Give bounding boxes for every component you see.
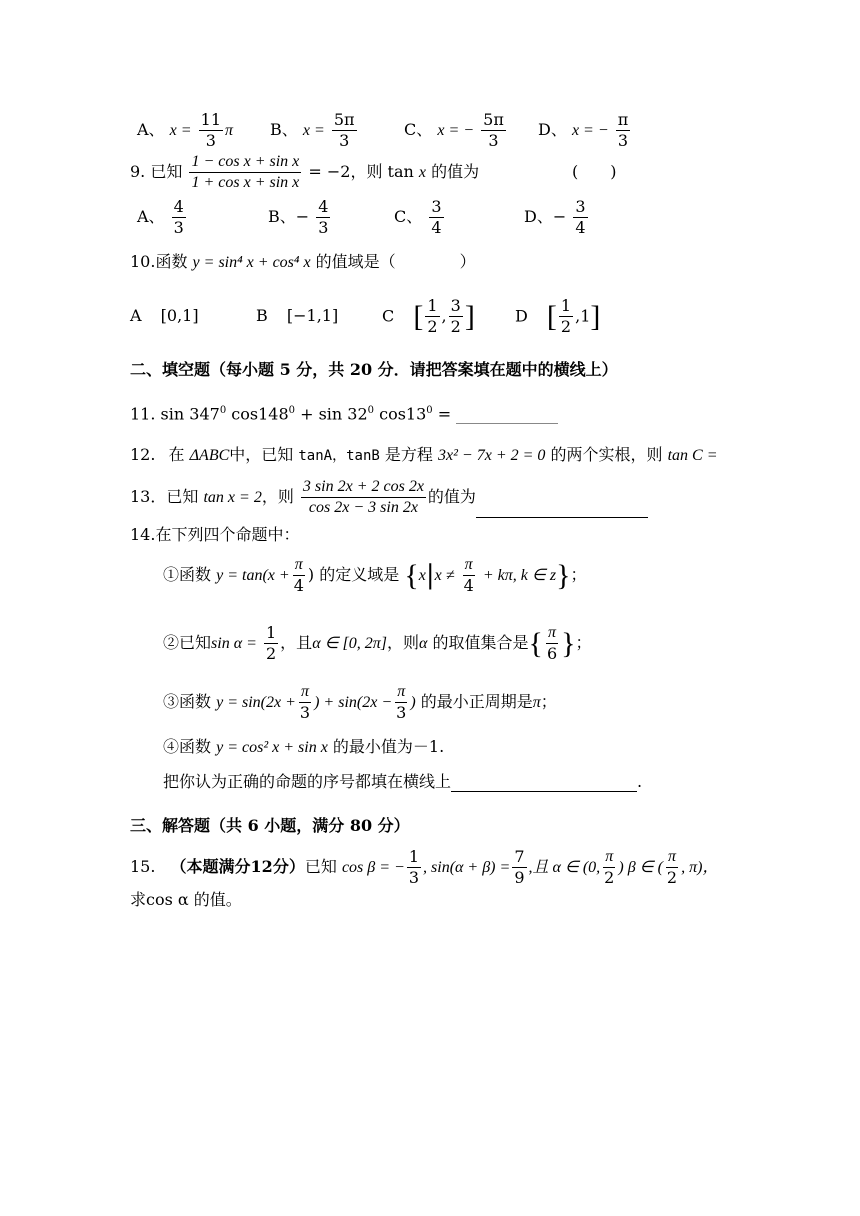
q14-p2-set-frac <box>545 623 559 664</box>
q13-answer-blank[interactable] <box>476 499 648 518</box>
q15-cond3: , π)， <box>681 859 719 876</box>
q14-p3-val: π <box>532 694 541 711</box>
q14-p2-rbrace: } <box>561 626 576 660</box>
q9-a-num: 4 <box>173 197 184 216</box>
q9-a-den: 3 <box>173 218 184 237</box>
q12-text1: 在 <box>168 445 185 464</box>
q9-b-label: B、 <box>268 207 296 226</box>
q9-var: x <box>418 164 427 181</box>
q14-p3-f3: ) <box>410 694 416 711</box>
q15-text1: 已知 <box>304 857 337 876</box>
q14-p2-frac <box>264 623 278 664</box>
q9-eq: = −2，则 <box>308 162 383 181</box>
q10-stem <box>130 252 476 273</box>
q9-d-frac <box>573 197 587 238</box>
q9-option-a <box>137 197 188 238</box>
q14-p1 <box>163 555 586 596</box>
q10-a-content: 0,1 <box>166 306 193 325</box>
q8-c-num: 5π <box>483 110 504 129</box>
q15-frac1 <box>407 847 421 888</box>
q15-den1: 3 <box>408 868 420 887</box>
q15-bold: （本题满分12分） <box>170 857 305 876</box>
q14-p1-set-a: x <box>418 567 426 584</box>
q8-c-label: C、 <box>404 120 433 139</box>
q15-cond2: ) β ∈ ( <box>618 859 663 876</box>
q11-answer-blank[interactable] <box>456 405 558 424</box>
q14-p4-tail: 的最小值为－1. <box>332 737 445 756</box>
q15-num4: π <box>666 847 678 868</box>
q14-p2-var: α <box>419 635 428 652</box>
q13-cond: tan x = 2 <box>203 489 262 506</box>
q14-p1-set-c: + kπ, k ∈ z <box>482 567 557 584</box>
q10-c-den2: 2 <box>450 317 461 336</box>
q8-c-lhs: x = − <box>437 122 475 139</box>
q14-fill-text: 把你认为正确的命题的序号都填在横线上 <box>163 772 452 791</box>
q15-line1 <box>130 847 718 888</box>
q14-p3-f1: y = sin(2x + <box>216 694 296 711</box>
q8-d-frac <box>616 110 631 151</box>
q14-p1-set-frac <box>462 555 476 596</box>
q10-option-c <box>382 296 475 337</box>
q9-a-frac <box>172 197 186 238</box>
q12-tail: tan C = <box>667 447 718 464</box>
q9-option-c <box>394 197 446 238</box>
q10-d-num1: 1 <box>560 296 572 315</box>
q14-p1-lead: ①函数 <box>163 565 212 584</box>
q14-p1-close: ) <box>307 565 315 584</box>
q14-p2 <box>163 623 592 664</box>
q10-d-den1: 2 <box>560 317 572 336</box>
q14-fill-end: . <box>637 772 643 791</box>
q13-den: cos 2x − 3 sin 2x <box>308 499 418 516</box>
q14-p2-end: ； <box>575 633 592 652</box>
q14-p1-set-num: π <box>463 555 475 576</box>
q14-p2-cond: α ∈ [0, 2π] <box>312 635 387 652</box>
q8-b-frac <box>332 110 357 151</box>
q10-text-before: 10.函数 <box>130 252 188 271</box>
q14-p1-bar: | <box>425 560 435 591</box>
q10-c-rbracket: ] <box>464 299 475 333</box>
q15-line2: 求cos α 的值。 <box>130 890 242 909</box>
q14-p2-func: sin α = <box>211 635 257 652</box>
q15-frac3 <box>602 847 616 888</box>
q11-sup2: 0 <box>288 405 295 416</box>
q15-num3: π <box>603 847 615 868</box>
q8-b-num: 5π <box>333 110 355 129</box>
q13-number: 13．已知 <box>130 487 199 506</box>
q8-d-den: 3 <box>617 131 629 150</box>
q8-a-label: A、 <box>137 120 165 139</box>
q14-p1-lbrace: { <box>404 558 419 592</box>
q10-b-label: B <box>256 306 268 325</box>
q14-p3-mid: 的最小正周期是 <box>420 692 533 711</box>
q15-den4: 2 <box>666 868 678 887</box>
q10-b-content: −1,1 <box>293 306 332 325</box>
q15-cos: cos β = − <box>341 859 405 876</box>
q8-b-den: 3 <box>339 131 350 150</box>
q12-text3: 是方程 <box>384 445 433 464</box>
q10-option-d <box>515 296 600 337</box>
q10-option-a <box>130 306 199 326</box>
q9-d-den: 4 <box>575 218 586 237</box>
q9-prefix: 已知 <box>150 162 183 181</box>
q10-b-lbracket: [ <box>286 306 294 325</box>
q13-suffix: 的值为 <box>427 487 476 506</box>
q14-p3-num1: π <box>299 682 311 703</box>
q8-option-b <box>270 110 359 151</box>
q14-p2-num: 1 <box>265 623 277 642</box>
q9-num: 1 − cos x + sin x <box>189 152 301 173</box>
q9-suffix: 的值为 <box>431 162 480 181</box>
q13-line <box>130 477 648 518</box>
q15-number: 15. <box>130 857 156 876</box>
q14-fill-line <box>163 772 642 792</box>
q8-a-lhs: x = <box>169 122 192 139</box>
q8-b-lhs: x = <box>302 122 325 139</box>
q9-b-sign: − <box>295 207 310 226</box>
q14-p3 <box>163 682 557 723</box>
q10-c-frac2 <box>449 296 463 337</box>
q9-c-frac <box>429 197 443 238</box>
q14-answer-blank[interactable] <box>451 773 637 792</box>
q12-tans: tanA，tanB <box>298 448 380 464</box>
q12-line <box>130 445 718 466</box>
q14-p1-num: π <box>293 555 305 576</box>
q8-option-d <box>538 110 632 151</box>
q10-d-rbracket: ] <box>590 299 601 333</box>
q14-p2-den: 2 <box>265 644 277 663</box>
q15-num1: 1 <box>408 847 420 866</box>
q14-p3-end: ； <box>540 692 557 711</box>
q8-option-a <box>137 110 233 151</box>
q14-p3-lead: ③函数 <box>163 692 212 711</box>
section3-title: 三、解答题（共 6 小题，满分 80 分） <box>130 816 410 835</box>
q8-c-den: 3 <box>488 131 499 150</box>
q9-option-d <box>524 197 590 238</box>
q12-text4: 的两个实根，则 <box>550 445 663 464</box>
q9-d-label: D、 <box>524 207 553 226</box>
q14-p4-formula: y = cos² x + sin x <box>216 739 328 756</box>
q14-p1-mid: 的定义域是 <box>319 565 400 584</box>
q13-frac <box>301 477 426 518</box>
q12-tri: ΔABC <box>189 447 230 464</box>
q9-number: 9. <box>130 162 146 181</box>
q13-num: 3 sin 2x + 2 cos 2x <box>301 477 426 498</box>
q14-p3-num2: π <box>395 682 407 703</box>
q11-line: 11. $\sin 347^0$ $\cos 148^0 + \sin 32^0$ $\cos 13^0$ = <box>130 401 558 424</box>
q10-a-rbracket: ] <box>192 306 199 325</box>
q8-d-lhs: x = − <box>571 122 609 139</box>
q14-intro: 14.在下列四个命题中： <box>130 525 300 544</box>
q14-p2-set-den: 6 <box>546 644 558 663</box>
q8-a-tail: π <box>225 122 234 139</box>
q10-d-label: D <box>515 306 528 326</box>
q14-p3-frac1 <box>298 682 312 723</box>
q11-b: cos148 <box>226 404 289 424</box>
q10-d-tail: ,1 <box>575 306 591 326</box>
q10-c-num1: 1 <box>427 296 438 315</box>
q14-p1-den: 4 <box>293 576 304 595</box>
q9-c-label: C、 <box>394 207 423 226</box>
q9-b-num: 4 <box>318 197 329 216</box>
q12-number: 12. <box>130 445 156 464</box>
q9-c-num: 3 <box>431 197 442 216</box>
q8-a-den: 3 <box>205 131 216 150</box>
q9-b-frac <box>316 197 330 238</box>
q13-mid: ，则 <box>261 487 294 506</box>
q14-p2-mid3: 的取值集合是 <box>432 633 529 652</box>
q8-option-c <box>404 110 508 151</box>
q14-p3-f2: ) + sin(2x − <box>314 694 393 711</box>
q10-b-rbracket: ] <box>331 306 339 325</box>
q14-p2-mid2: ，则 <box>387 633 420 652</box>
q14-p2-mid1: ，且 <box>280 633 313 652</box>
section2-title: 二、填空题（每小题 5 分，共 20 分．请把答案填在题中的横线上） <box>130 360 618 379</box>
q10-c-label: C <box>382 306 395 326</box>
q15-den2: 9 <box>514 868 525 887</box>
q14-p1-set-den: 4 <box>463 576 474 595</box>
q9-stem <box>130 152 479 193</box>
q14-p2-set-num: π <box>546 623 558 644</box>
q10-c-lbracket: [ <box>413 299 424 333</box>
q9-d-num: 3 <box>575 197 586 216</box>
q14-p1-frac <box>292 555 306 596</box>
q14-p4 <box>163 737 444 758</box>
q15-num2: 7 <box>514 847 525 866</box>
q11-d: cos13 <box>374 404 427 424</box>
q10-d-lbracket: [ <box>546 299 557 333</box>
q11-eq: = <box>432 404 452 424</box>
q11-c: + sin 32 <box>295 404 368 424</box>
q15-sin: , sin(α + β) = <box>423 859 511 876</box>
q11-a: sin 347 <box>160 404 220 424</box>
q10-d-frac <box>559 296 573 337</box>
q9-d-sign: − <box>552 207 567 226</box>
q15-den3: 2 <box>604 868 615 887</box>
q10-text-after: 的值域是（ ） <box>315 252 476 271</box>
q14-p2-lead: ②已知 <box>163 633 212 652</box>
q15-frac2 <box>512 847 526 888</box>
q9-frac <box>189 152 301 193</box>
q10-formula: y = sin⁴ x + cos⁴ x <box>192 254 311 271</box>
q14-p3-den2: 3 <box>396 703 407 722</box>
q14-p1-set-b: x ≠ <box>434 567 455 584</box>
q9-c-den: 4 <box>431 218 442 237</box>
q9-option-b <box>268 197 332 238</box>
q14-p1-end: ； <box>570 565 587 584</box>
q9-answer-paren: ( ) <box>572 162 617 181</box>
q10-c-frac1 <box>425 296 439 337</box>
q9-a-label: A、 <box>137 207 165 226</box>
q9-func: tan <box>387 162 414 181</box>
q15-cond1: ,且 α ∈ (0, <box>528 859 601 876</box>
q10-a-label: A <box>130 306 142 325</box>
q9-b-den: 3 <box>318 218 329 237</box>
q11-sup1: 0 <box>219 405 227 416</box>
q14-p3-frac2 <box>394 682 408 723</box>
q10-c-num2: 3 <box>450 296 461 315</box>
q8-d-label: D、 <box>538 120 567 139</box>
q12-equation: 3x² − 7x + 2 = 0 <box>438 447 546 464</box>
q10-c-den1: 2 <box>427 317 438 336</box>
q15-frac4 <box>665 847 679 888</box>
q8-a-frac <box>199 110 223 151</box>
q14-p2-lbrace: { <box>528 626 543 660</box>
q14-p1-func: y = tan(x + <box>216 567 290 584</box>
q14-p3-den1: 3 <box>299 703 311 722</box>
q8-b-label: B、 <box>270 120 298 139</box>
q14-p4-lead: ④函数 <box>163 737 212 756</box>
q10-c-comma: , <box>441 306 447 326</box>
q12-text2: 中，已知 <box>229 445 294 464</box>
q14-p1-rbrace: } <box>556 558 571 592</box>
q10-a-lbracket: [ <box>160 306 167 325</box>
q8-c-frac <box>481 110 506 151</box>
q11-sup4: 0 <box>426 405 433 416</box>
q10-option-b <box>256 306 338 326</box>
q11-sup3: 0 <box>367 405 375 416</box>
q8-a-num: 11 <box>200 110 222 129</box>
q8-d-num: π <box>617 110 629 129</box>
q9-den: 1 + cos x + sin x <box>191 174 300 191</box>
